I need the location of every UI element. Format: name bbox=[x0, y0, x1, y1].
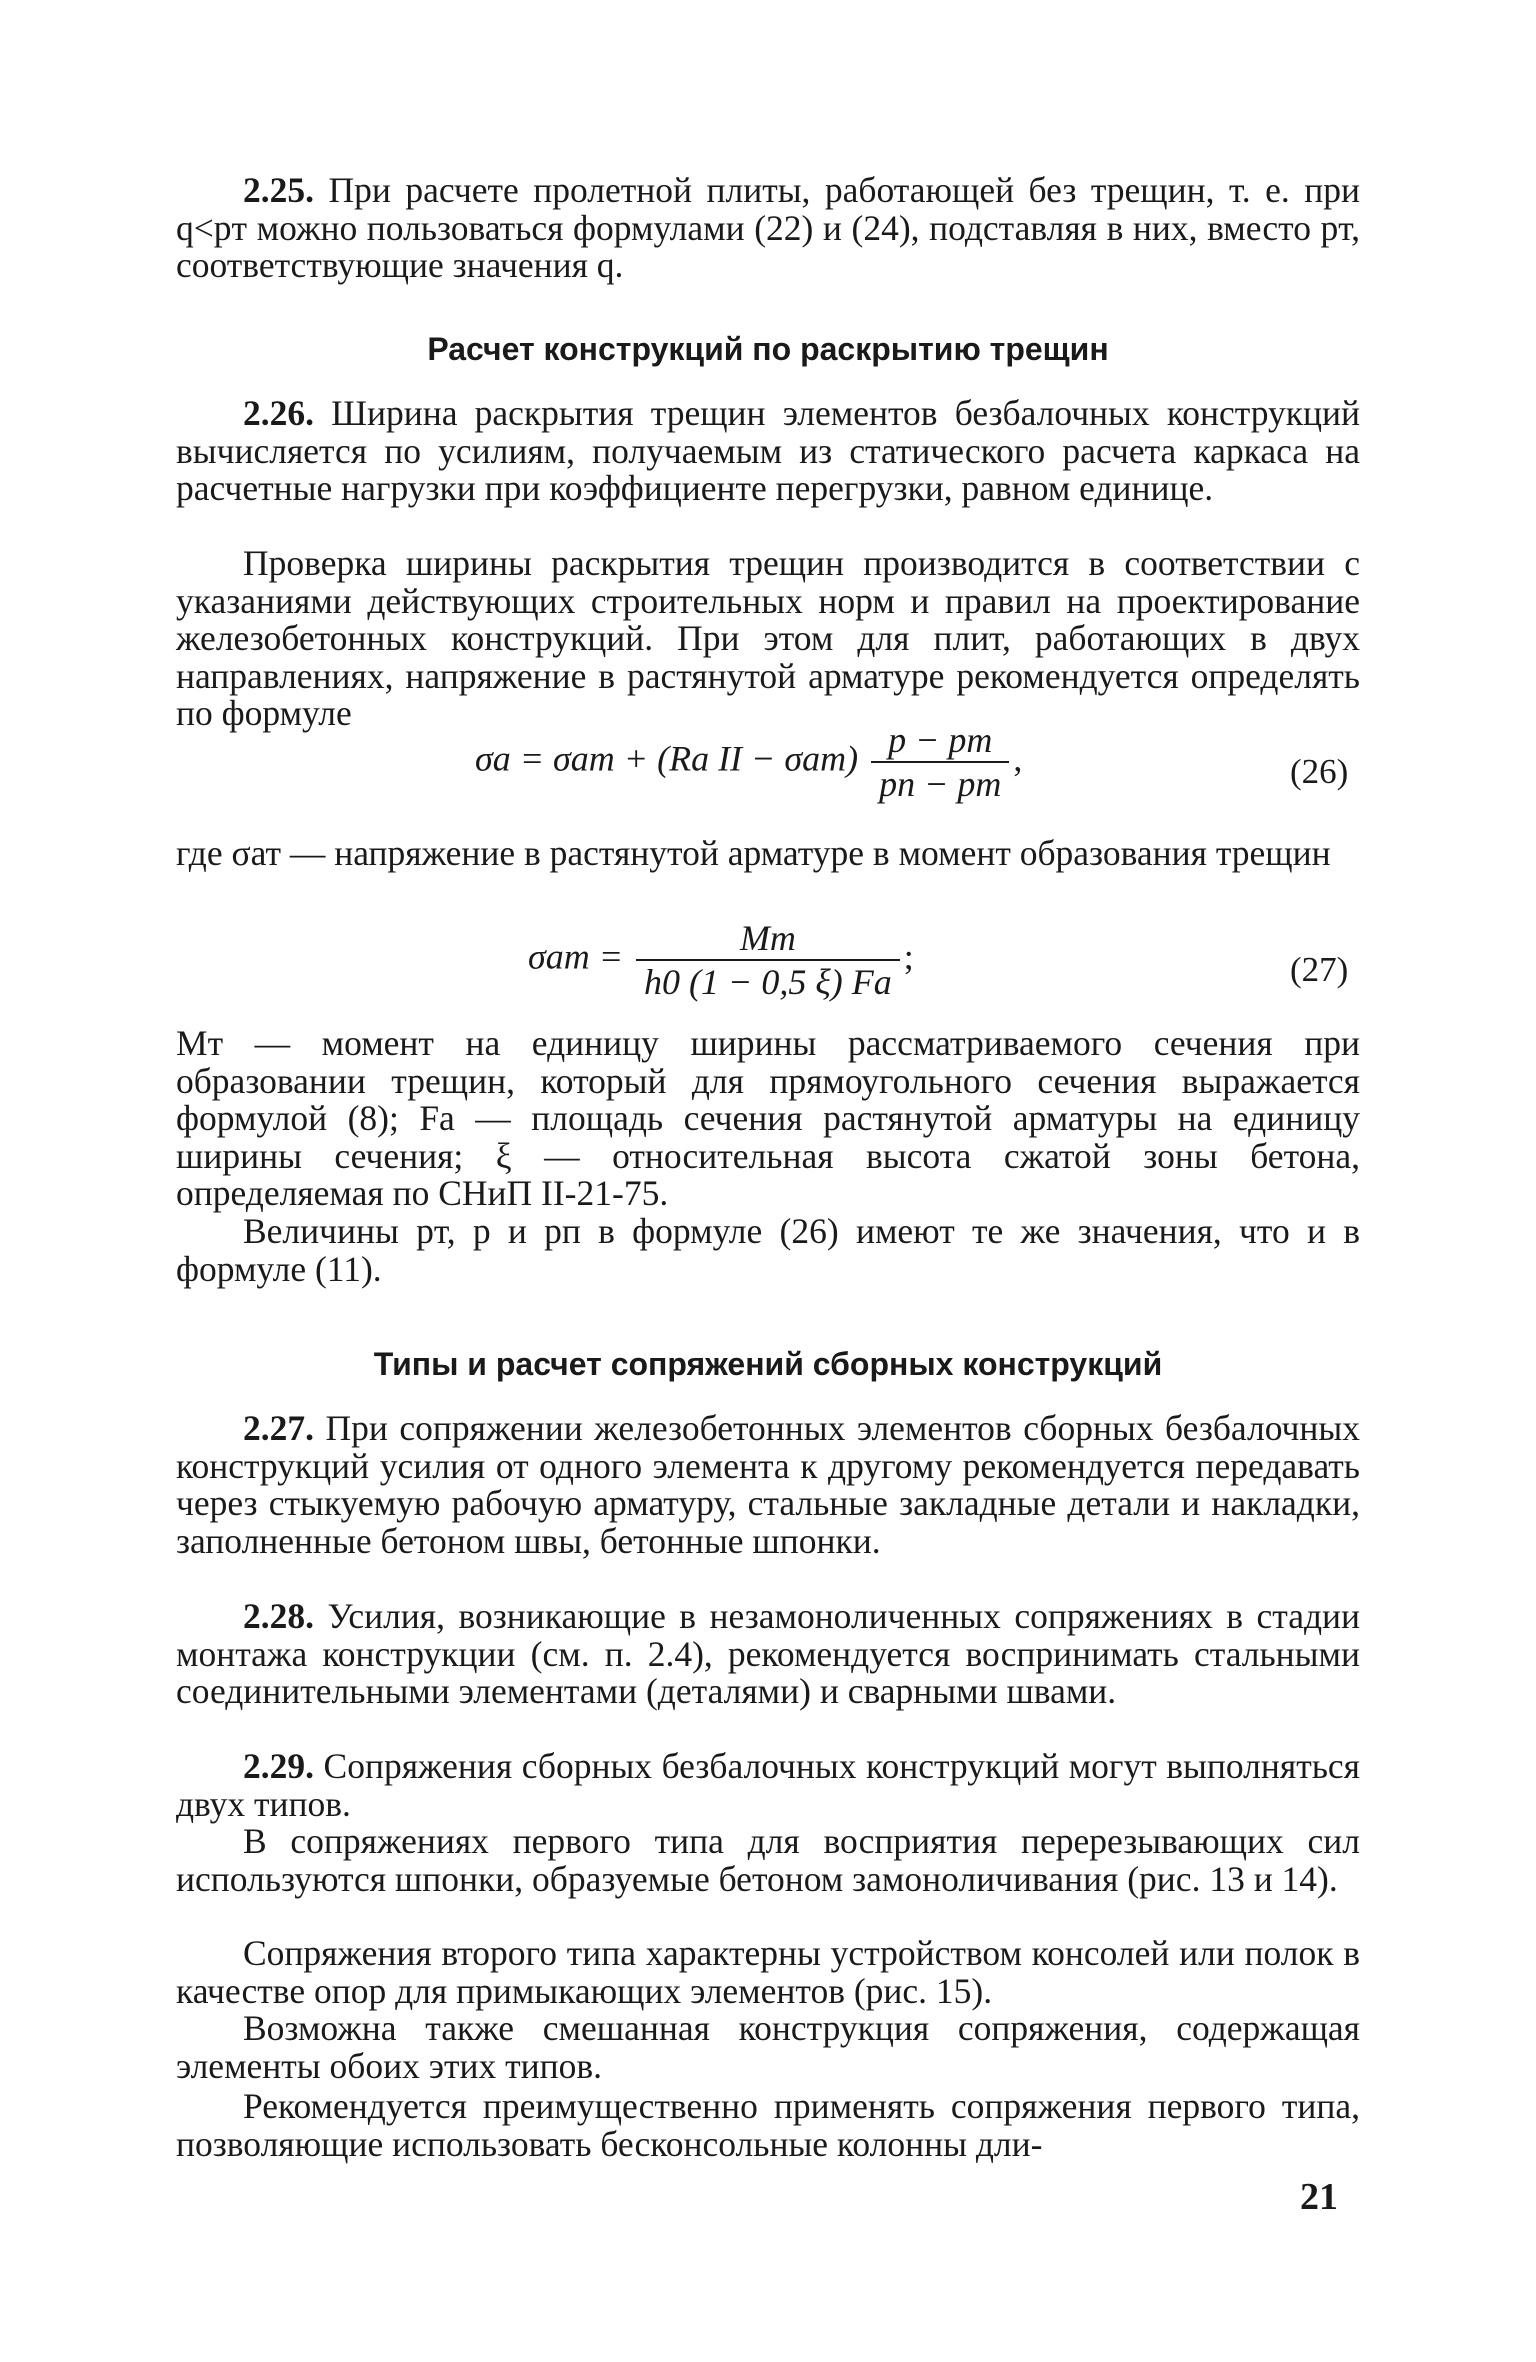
equation-number-27: (27) bbox=[1290, 950, 1349, 989]
section-heading-joints: Типы и расчет сопряжений сборных конструкций bbox=[373, 1346, 1163, 1382]
formula-tail: , bbox=[1013, 738, 1023, 779]
equation-number-26: (26) bbox=[1290, 752, 1349, 791]
paragraph-2-29 bbox=[176, 1748, 1360, 1823]
paragraph-text: Проверка ширины раскрытия трещин производится в соответствии с указаниями действующих строительных норм и правил на проектирование железобетонных конструкций. При этом для плит, работающих в двух направлениях, напряжение в растянутой арматуре рекомендуется определять по формуле bbox=[176, 543, 1360, 733]
paragraph-text: Сопряжения сборных безбалочных конструкций могут выполняться двух типов. bbox=[176, 1746, 1361, 1824]
formula-26 bbox=[475, 720, 1022, 804]
paragraph-2-26 bbox=[176, 395, 1360, 508]
paragraph-text: Ширина раскрытия трещин элементов безбалочных конструкций вычисляется по усилиям, получаемым из статического расчета каркаса на расчетные нагрузки при коэффициенте перегрузки, равном единице. bbox=[176, 393, 1360, 508]
paragraph-text: В сопряжениях первого типа для восприятия перерезывающих сил используются шпонки, образуемые бетоном замоноличивания (рис. 13 и 14). bbox=[176, 1821, 1360, 1899]
clause-number: 2.27. bbox=[243, 1408, 314, 1448]
formula-fraction bbox=[871, 720, 1009, 804]
clause-number: 2.25. bbox=[243, 170, 314, 210]
paragraph-text: Mт — момент на единицу ширины рассматриваемого сечения при образовании трещин, который для прямоугольного сечения выражается формулой (8); Fа — площадь сечения растянутой арматуры на единицу ширины сечения; ξ — относительная высота сжатой зоны бетона, определяемая по СНиП II-21-75. bbox=[176, 1023, 1360, 1213]
formula-numerator: Mт bbox=[636, 918, 900, 961]
formula-lhs: σа = σат + (Rа II − σат) bbox=[475, 738, 859, 779]
formula-tail: ; bbox=[903, 936, 914, 977]
paragraph-text: где σат — напряжение в растянутой арматуре в момент образования трещин bbox=[176, 833, 1331, 873]
clause-number: 2.29. bbox=[243, 1746, 314, 1786]
clause-number: 2.26. bbox=[243, 393, 314, 433]
paragraph-values bbox=[176, 1213, 1360, 1288]
paragraph-text: Усилия, возникающие в незамоноличенных сопряжениях в стадии монтажа конструкции (см. п. 2.4), рекомендуется воспринимать стальными соединительными элементами (деталями) и сварными швами. bbox=[176, 1596, 1361, 1711]
paragraph-type2 bbox=[176, 1935, 1360, 2010]
paragraph-type1 bbox=[176, 1823, 1360, 1898]
formula-lhs: σат = bbox=[528, 936, 624, 977]
where-clause-2 bbox=[176, 1025, 1360, 1213]
formula-27 bbox=[528, 918, 914, 1002]
paragraph-check bbox=[176, 545, 1360, 733]
paragraph-mixed bbox=[176, 2010, 1360, 2085]
paragraph-2-28 bbox=[176, 1598, 1360, 1711]
paragraph-text: Рекомендуется преимущественно применять сопряжения первого типа, позволяющие использовать бесконсольные колонны дли- bbox=[176, 2086, 1360, 2164]
where-clause-1 bbox=[176, 835, 1360, 873]
paragraph-text: Величины pт, p и pп в формуле (26) имеют те же значения, что и в формуле (11). bbox=[176, 1211, 1360, 1289]
paragraph-recommend bbox=[176, 2088, 1360, 2163]
page-number: 21 bbox=[1300, 2176, 1338, 2218]
paragraph-text: При расчете пролетной плиты, работающей без трещин, т. е. при q<pт можно пользоваться формулами (22) и (24), подставляя в них, вместо pт, соответствующие значения q. bbox=[176, 170, 1361, 285]
formula-fraction bbox=[636, 918, 900, 1002]
paragraph-text: Возможна также смешанная конструкция сопряжения, содержащая элементы обоих этих типов. bbox=[176, 2008, 1360, 2086]
paragraph-text: Сопряжения второго типа характерны устройством консолей или полок в качестве опор для примыкающих элементов (рис. 15). bbox=[176, 1933, 1360, 2011]
paragraph-2-27 bbox=[176, 1410, 1360, 1560]
paragraph-text: При сопряжении железобетонных элементов сборных безбалочных конструкций усилия от одного элемента к другому рекомендуется передавать через стыкуемую рабочую арматуру, стальные закладные детали и накладки, заполненные бетоном швы, бетонные шпонки. bbox=[176, 1408, 1360, 1561]
paragraph-2-25 bbox=[176, 172, 1360, 285]
formula-denominator: h0 (1 − 0,5 ξ) Fа bbox=[644, 962, 892, 1002]
formula-numerator: p − pт bbox=[871, 720, 1009, 763]
section-heading-cracks: Расчет конструкций по раскрытию трещин bbox=[427, 331, 1109, 367]
clause-number: 2.28. bbox=[243, 1596, 314, 1636]
formula-denominator: pп − pт bbox=[879, 764, 1002, 804]
